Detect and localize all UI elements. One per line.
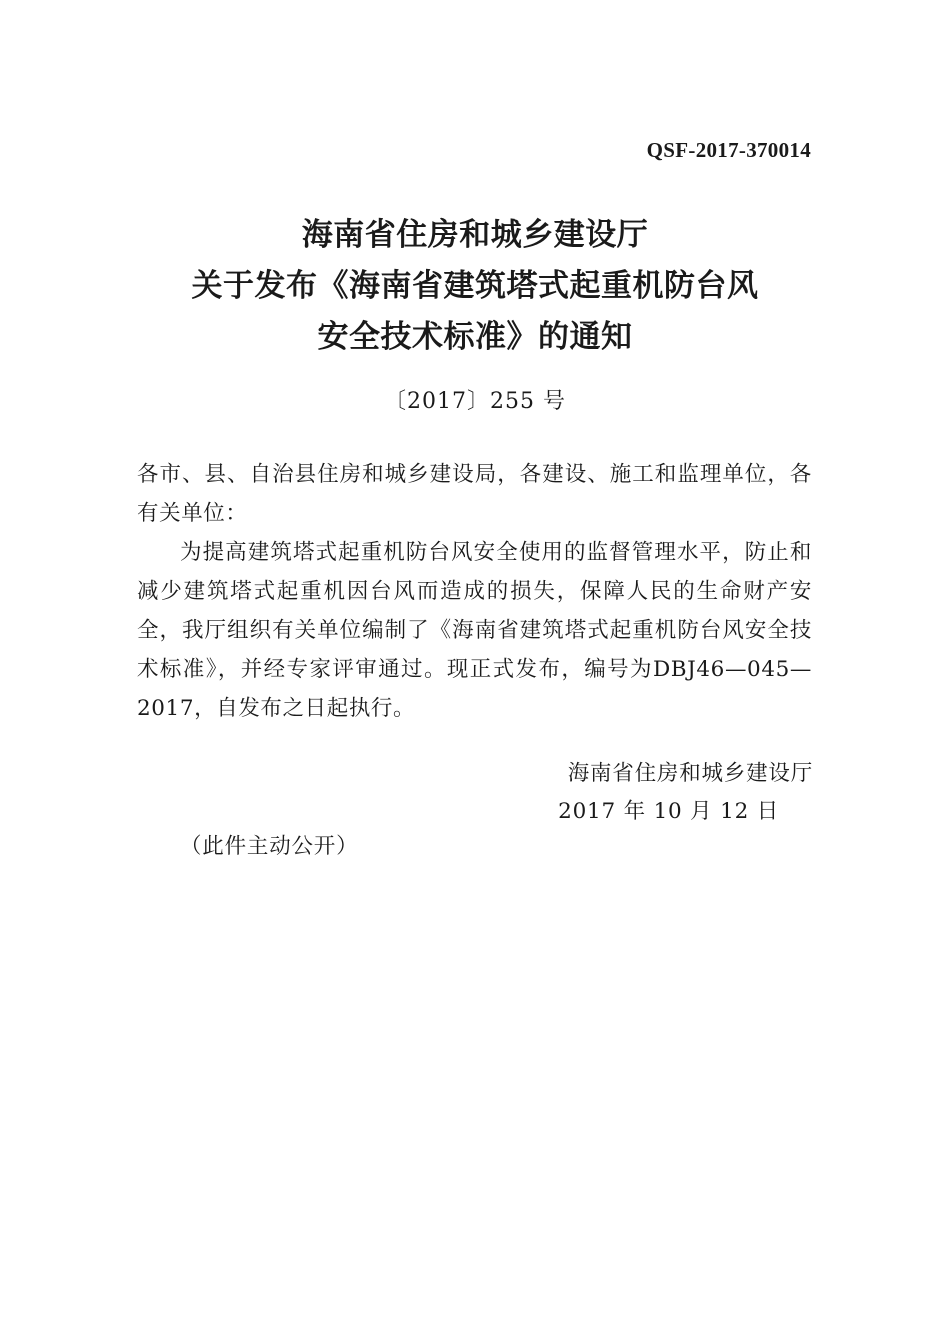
issuer: 海南省住房和城乡建设厅 — [567, 761, 813, 786]
title-line-3: 安全技术标准》的通知 — [317, 319, 633, 355]
body-paragraph: 为提高建筑塔式起重机防台风安全使用的监督管理水平，防止和减少建筑塔式起重机因台风而造成的损失，保障人民的生命财产安全，我厅组织有关单位编制了《海南省建筑塔式起重机防台风安全技术标准》，并经专家评审通过。现正式发布，编号为DBJ46—045—2017，自发布之日起执行。 — [137, 540, 812, 721]
title-line-2: 关于发布《海南省建筑塔式起重机防台风 — [191, 268, 759, 304]
document-body — [137, 455, 812, 728]
salutation: 各市、县、自治县住房和城乡建设局，各建设、施工和监理单位，各有关单位： — [137, 462, 812, 526]
title-line-1: 海南省住房和城乡建设厅 — [301, 217, 649, 253]
signature-block — [558, 755, 813, 831]
disclosure-note: （此件主动公开） — [180, 834, 359, 859]
document-title — [0, 210, 950, 363]
issue-date: 2017 年 10 月 12 日 — [558, 799, 779, 824]
document-number: 〔2017〕255 号 — [384, 389, 566, 414]
document-code: QSF-2017-370014 — [646, 138, 811, 162]
